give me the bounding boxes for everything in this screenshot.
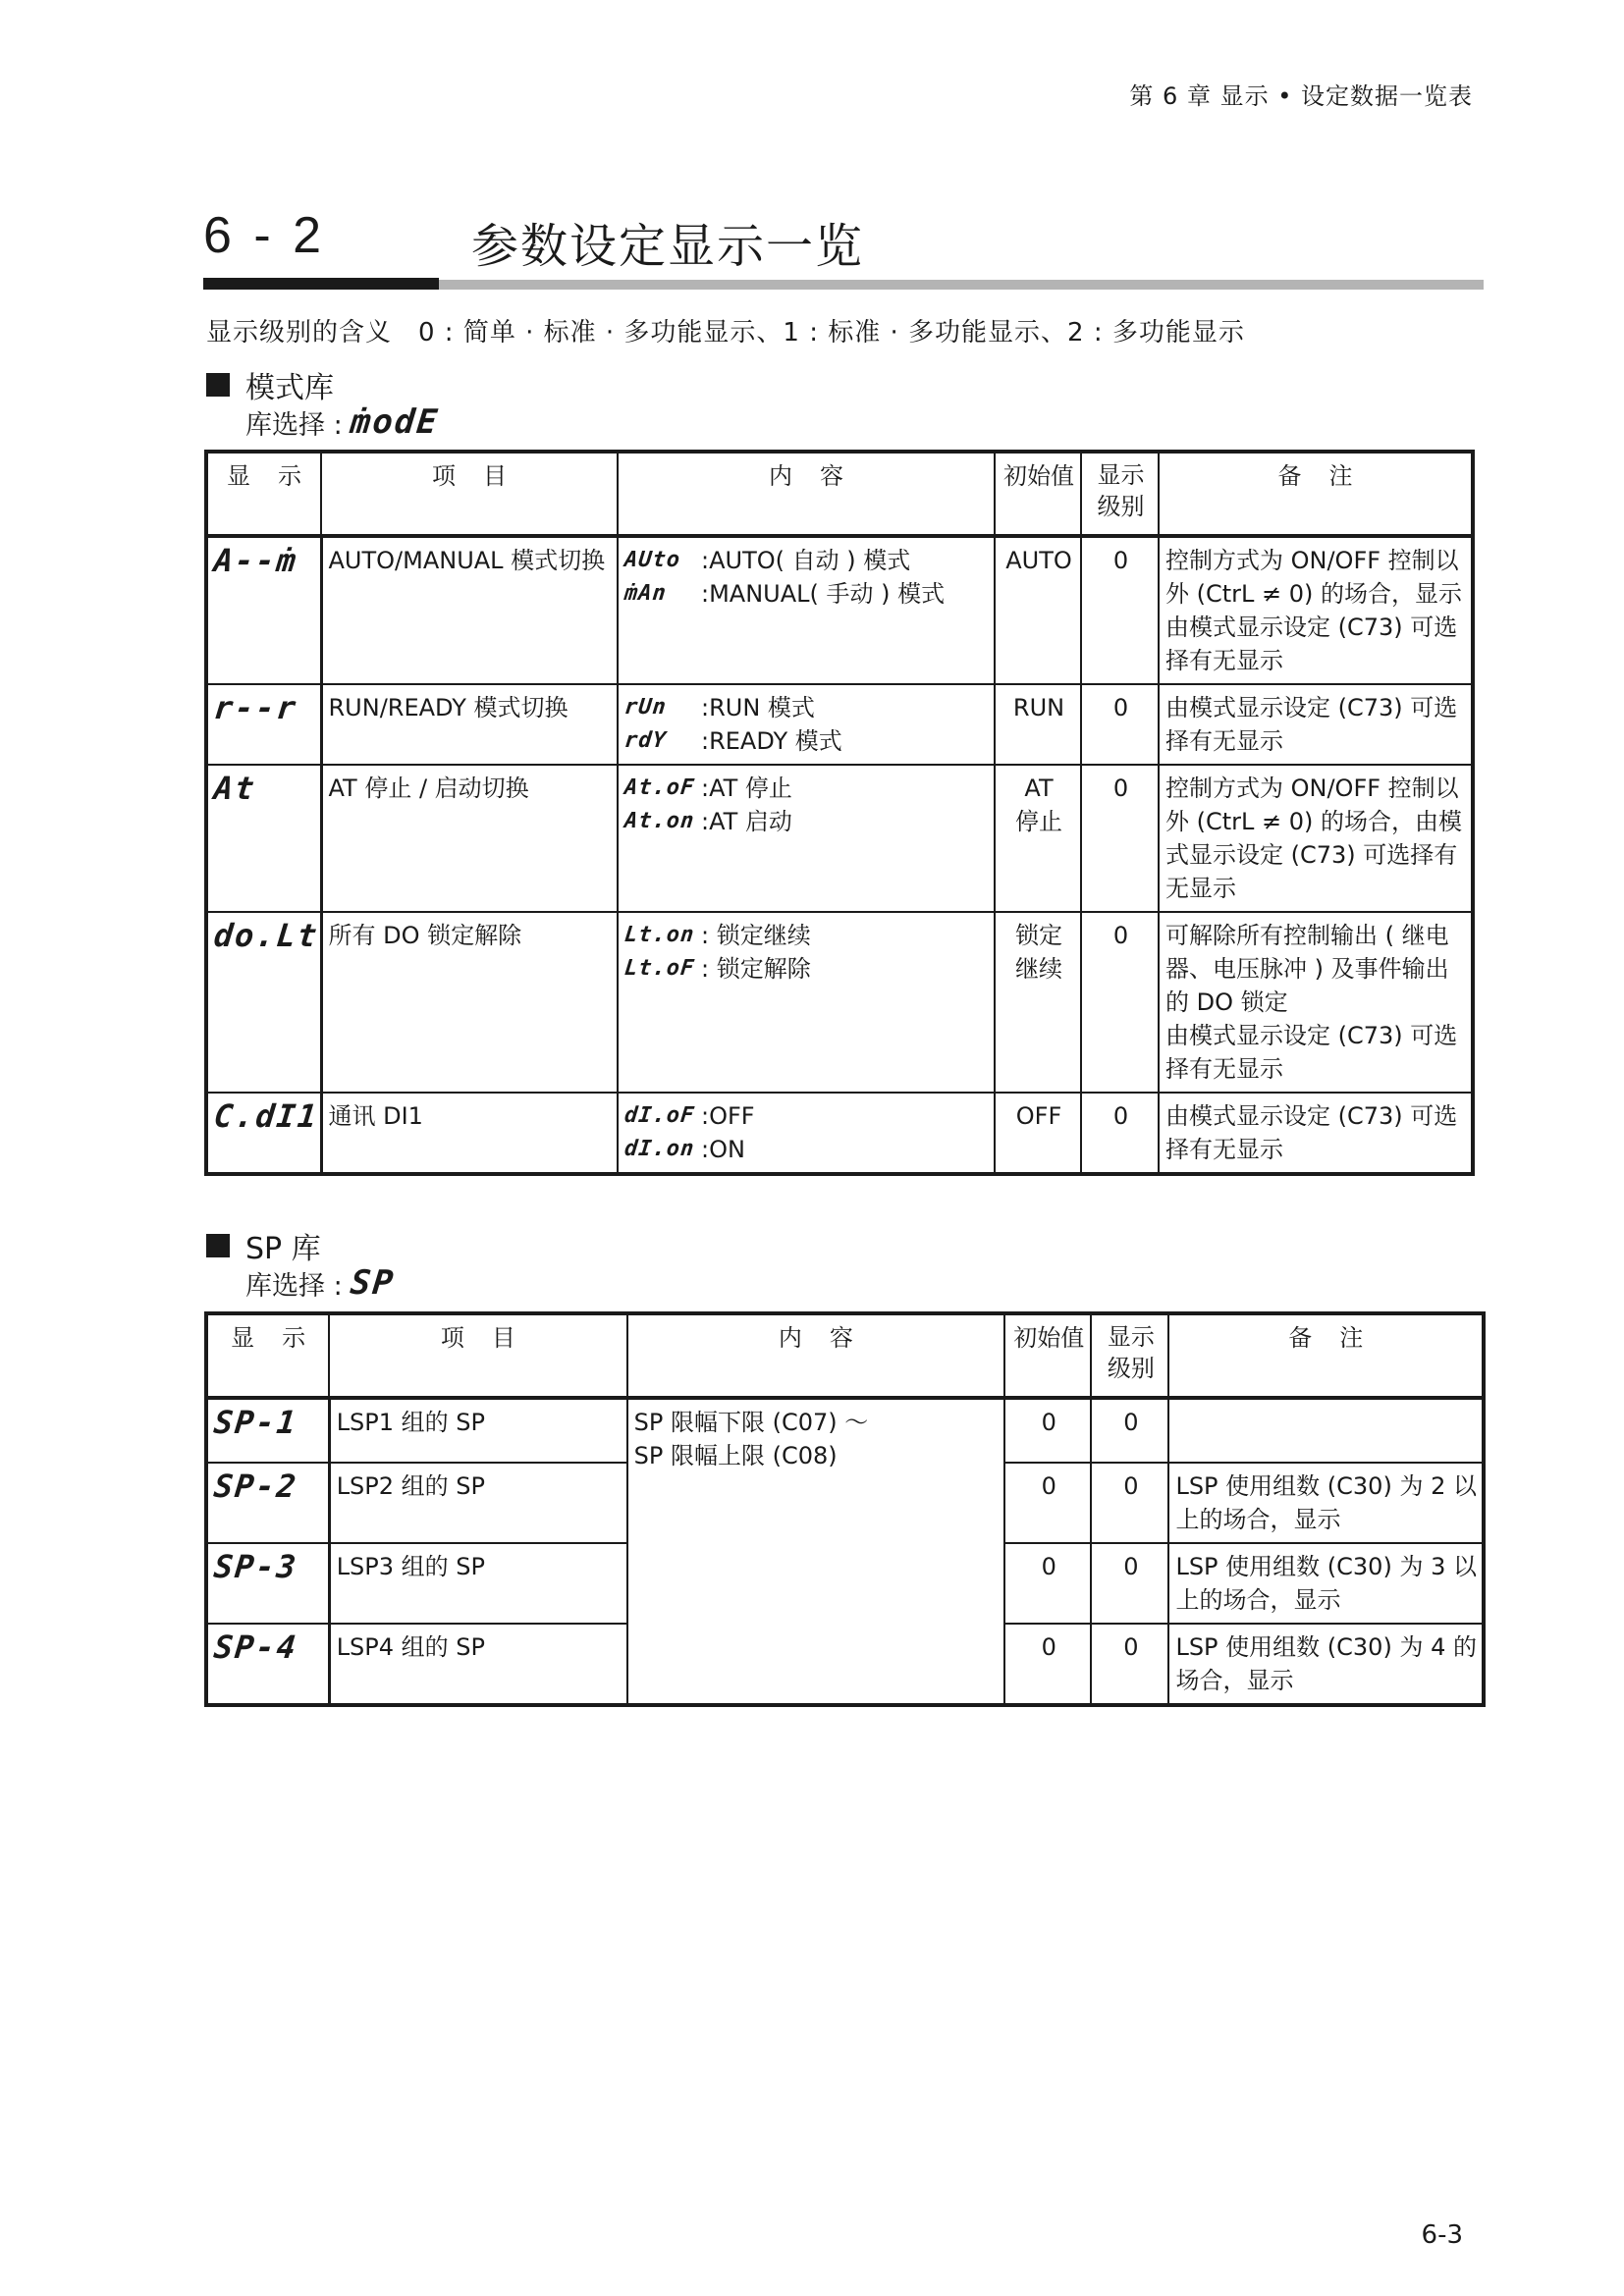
display-code-cell — [206, 1624, 329, 1705]
sp-bank-select-code: SP — [348, 1263, 397, 1303]
sp-bank-title: SP 库 — [245, 1232, 321, 1266]
display-code: A--ṁ — [212, 542, 300, 579]
option-text: :AT 启动 — [701, 808, 792, 835]
mode-bank-heading — [206, 363, 334, 406]
option-code: dI.oF — [623, 1103, 696, 1128]
option-text: :ON — [701, 1136, 745, 1163]
display-code-cell — [206, 765, 321, 912]
remark-cell: 由模式显示设定 (C73) 可选择有无显示 — [1159, 684, 1473, 765]
sp-bank-table — [204, 1311, 1486, 1707]
initial-value-cell: OFF — [995, 1093, 1081, 1174]
mode-bank-select-label: 库选择 : — [245, 409, 343, 441]
col-header-content: 内 容 — [627, 1313, 1005, 1398]
item-cell: LSP2 组的 SP — [329, 1463, 626, 1543]
content-cell — [618, 536, 995, 684]
square-bullet-icon — [206, 373, 230, 397]
display-code: SP-1 — [212, 1404, 300, 1441]
option-code: rUn — [623, 695, 669, 720]
table-row — [206, 1398, 1484, 1463]
option-code: rdY — [623, 728, 669, 753]
col-header-content: 内 容 — [618, 452, 995, 536]
display-code-cell — [206, 912, 321, 1093]
remark-cell: 控制方式为 ON/OFF 控制以外 (CtrL ≠ 0) 的场合，显示由模式显示设定 (C73) 可选择有无显示 — [1159, 536, 1473, 684]
content-cell — [618, 1093, 995, 1174]
option-text: : 锁定继续 — [701, 922, 811, 949]
display-level-cell: 0 — [1091, 1398, 1168, 1463]
item-cell: AUTO/MANUAL 模式切换 — [321, 536, 618, 684]
initial-value-cell: AT 停止 — [995, 765, 1081, 912]
sp-bank-heading — [206, 1224, 321, 1267]
display-code-cell — [206, 1398, 329, 1463]
initial-value-cell: 锁定 继续 — [995, 912, 1081, 1093]
sp-bank-select — [245, 1263, 395, 1303]
content-cell: SP 限幅下限 (C07) ～ SP 限幅上限 (C08) — [627, 1398, 1005, 1705]
option-line — [624, 691, 990, 724]
mode-bank-select-code: ṁodE — [348, 402, 441, 442]
table-header-row — [206, 1313, 1484, 1398]
chapter-header: 第 6 章 显示 • 设定数据一览表 — [1129, 82, 1473, 110]
option-text: :MANUAL( 手动 ) 模式 — [701, 580, 946, 608]
sp-bank-select-label: 库选择 : — [245, 1270, 343, 1302]
display-code: r--r — [212, 689, 300, 726]
option-text: :OFF — [701, 1102, 755, 1130]
display-code: SP-2 — [212, 1468, 300, 1505]
option-text: :READY 模式 — [701, 727, 842, 755]
table-row — [206, 765, 1473, 912]
table-header-row — [206, 452, 1473, 536]
display-level-cell: 0 — [1091, 1624, 1168, 1705]
display-code: SP-4 — [212, 1629, 300, 1666]
table-row — [206, 1093, 1473, 1174]
initial-value-cell: 0 — [1004, 1398, 1091, 1463]
col-header-remark: 备 注 — [1159, 452, 1473, 536]
option-text: :AT 停止 — [701, 774, 792, 802]
col-header-initial: 初始值 — [1004, 1313, 1091, 1398]
mode-bank-select — [245, 402, 439, 442]
option-line — [624, 952, 990, 986]
remark-cell: LSP 使用组数 (C30) 为 2 以上的场合，显示 — [1168, 1463, 1484, 1543]
option-line — [624, 577, 990, 611]
option-code: At.on — [623, 809, 696, 833]
remark-cell: LSP 使用组数 (C30) 为 3 以上的场合，显示 — [1168, 1543, 1484, 1624]
col-header-item: 项 目 — [329, 1313, 626, 1398]
option-text: :AUTO( 自动 ) 模式 — [701, 547, 911, 574]
option-code: Lt.on — [623, 923, 696, 947]
option-code: dI.on — [623, 1137, 696, 1161]
mode-bank-table — [204, 450, 1475, 1176]
option-line — [624, 919, 990, 952]
display-code: At — [212, 770, 258, 807]
square-bullet-icon — [206, 1234, 230, 1257]
option-code: Lt.oF — [623, 956, 696, 981]
col-header-level: 显示 级别 — [1091, 1313, 1168, 1398]
option-text: : 锁定解除 — [701, 955, 811, 983]
table-row — [206, 536, 1473, 684]
display-code-cell — [206, 536, 321, 684]
item-cell: 通讯 DI1 — [321, 1093, 618, 1174]
content-cell — [618, 765, 995, 912]
table-row — [206, 912, 1473, 1093]
option-code: ṁAn — [623, 581, 669, 606]
initial-value-cell: AUTO — [995, 536, 1081, 684]
display-level-cell: 0 — [1081, 684, 1159, 765]
col-header-display: 显 示 — [206, 452, 321, 536]
item-cell: LSP4 组的 SP — [329, 1624, 626, 1705]
display-level-note: 显示级别的含义 0 : 简单 · 标准 · 多功能显示、1 : 标准 · 多功能显示、2 : 多功能显示 — [206, 318, 1245, 347]
col-header-remark: 备 注 — [1168, 1313, 1484, 1398]
section-title: 参数设定显示一览 — [471, 219, 865, 274]
initial-value-cell: 0 — [1004, 1624, 1091, 1705]
item-cell: 所有 DO 锁定解除 — [321, 912, 618, 1093]
option-line — [624, 724, 990, 758]
remark-cell — [1168, 1398, 1484, 1463]
display-level-cell: 0 — [1091, 1463, 1168, 1543]
display-level-cell: 0 — [1081, 536, 1159, 684]
content-cell — [618, 912, 995, 1093]
item-cell: RUN/READY 模式切换 — [321, 684, 618, 765]
content-cell — [618, 684, 995, 765]
display-code: C.dI1 — [212, 1097, 321, 1135]
mode-bank-title: 模式库 — [245, 371, 334, 405]
display-code-cell — [206, 1463, 329, 1543]
display-level-cell: 0 — [1091, 1543, 1168, 1624]
page-number: 6-3 — [1421, 2220, 1463, 2250]
initial-value-cell: 0 — [1004, 1463, 1091, 1543]
remark-cell: 由模式显示设定 (C73) 可选择有无显示 — [1159, 1093, 1473, 1174]
display-level-cell: 0 — [1081, 765, 1159, 912]
remark-cell: 控制方式为 ON/OFF 控制以外 (CtrL ≠ 0) 的场合，由模式显示设定 (C73) 可选择有无显示 — [1159, 765, 1473, 912]
col-header-display: 显 示 — [206, 1313, 329, 1398]
section-number: 6 - 2 — [203, 207, 326, 264]
option-line — [624, 772, 990, 805]
initial-value-cell: 0 — [1004, 1543, 1091, 1624]
display-code: do.Lt — [212, 917, 321, 954]
option-line — [624, 544, 990, 577]
display-level-cell: 0 — [1081, 912, 1159, 1093]
remark-cell: 可解除所有控制输出 ( 继电器、电压脉冲 ) 及事件输出的 DO 锁定 由模式显示设定 (C73) 可选择有无显示 — [1159, 912, 1473, 1093]
display-code-cell — [206, 1093, 321, 1174]
option-code: At.oF — [623, 775, 696, 800]
option-line — [624, 1099, 990, 1133]
display-code: SP-3 — [212, 1548, 300, 1585]
item-cell: AT 停止 / 启动切换 — [321, 765, 618, 912]
initial-value-cell: RUN — [995, 684, 1081, 765]
title-rule-grey — [439, 280, 1484, 290]
remark-cell: LSP 使用组数 (C30) 为 4 的场合，显示 — [1168, 1624, 1484, 1705]
col-header-initial: 初始值 — [995, 452, 1081, 536]
item-cell: LSP3 组的 SP — [329, 1543, 626, 1624]
option-text: :RUN 模式 — [701, 694, 815, 721]
option-line — [624, 805, 990, 838]
option-line — [624, 1133, 990, 1166]
option-code: AUto — [623, 548, 682, 572]
item-cell: LSP1 组的 SP — [329, 1398, 626, 1463]
display-code-cell — [206, 684, 321, 765]
title-rule-dark — [203, 278, 439, 290]
display-level-cell: 0 — [1081, 1093, 1159, 1174]
table-row — [206, 684, 1473, 765]
display-code-cell — [206, 1543, 329, 1624]
col-header-level: 显示 级别 — [1081, 452, 1159, 536]
col-header-item: 项 目 — [321, 452, 618, 536]
